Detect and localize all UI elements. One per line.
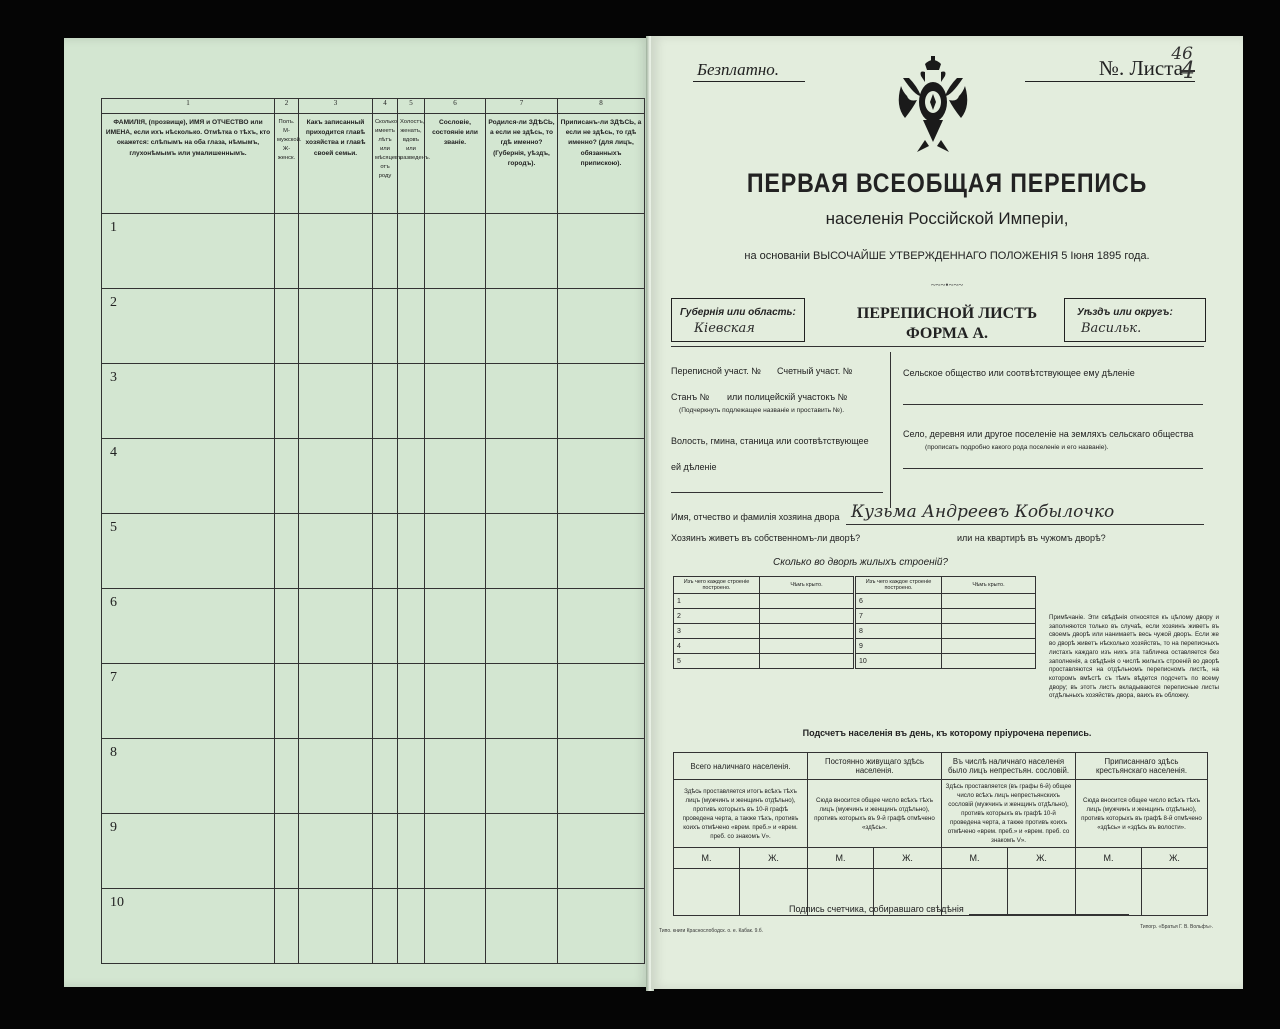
- volost-label: Волость, гмина, станица или соотвѣтствующее: [671, 436, 869, 446]
- row-number: 4: [102, 439, 275, 514]
- footer-printer-left: Типо. книги Краснослободск. о. е. Кабак. 9.б.: [659, 928, 764, 934]
- underline: [1025, 81, 1195, 82]
- structure-number: 2: [674, 609, 760, 624]
- field-line: [671, 492, 883, 493]
- header-estate: Сословіе, состояніе или званіе.: [425, 114, 486, 214]
- underline: [693, 81, 805, 82]
- table-row: [102, 664, 645, 739]
- counting-district-label: Счетный участ. №: [777, 366, 853, 376]
- row-number: 1: [102, 214, 275, 289]
- field-line: [903, 468, 1203, 469]
- row-number: 5: [102, 514, 275, 589]
- structure-number: 5: [674, 654, 760, 669]
- col-number: 3: [299, 99, 373, 114]
- guberniya-label: Губернія или область:: [680, 307, 796, 318]
- total-population-desc: Здѣсь проставляется итогъ всѣхъ тѣхъ лицъ (мужчинъ и женщинъ отдѣльно), противъ которыхъ въ 10-й графѣ проведена черта, а также тѣхъ, противъ коихъ отмѣчено «врем. преб.» и «врем. преб. со знакомъ V».: [674, 780, 808, 848]
- form-line-1: ПЕРЕПИСНОЙ ЛИСТЪ: [856, 305, 1038, 322]
- material-header: Изъ чего каждое строеніе построено.: [674, 577, 760, 594]
- registered-peasant-desc: Сюда вносится общее число всѣхъ тѣхъ лицъ (мужчинъ и женщинъ отдѣльно), противъ которыхъ въ графѣ 8-й отмѣчено «здѣсь» и «здѣсь въ волости».: [1076, 780, 1208, 848]
- ornament-divider: ~~~•~~~: [930, 280, 964, 290]
- header-name: ФАМИЛІЯ, (прозвище), ИМЯ и ОТЧЕСТВО или ИМЕНА, если ихъ нѣсколько. Отмѣтка о тѣхъ, кто окажется: слѣпымъ на оба глаза, нѣмымъ, глухонѣмымъ или умалишеннымъ.: [102, 114, 275, 214]
- row-number: 6: [102, 589, 275, 664]
- header-birthplace: Родился-ли ЗДѢСЬ, а если не здѣсь, то гдѣ именно? (Губернія, уѣздъ, городъ).: [486, 114, 558, 214]
- rural-society-label: Сельское общество или соотвѣтствующее ему дѣленіе: [903, 368, 1135, 378]
- table-row: [102, 889, 645, 964]
- column-header-row: [102, 114, 645, 214]
- owner-value: Кузьма Андреевъ Кобылочко: [851, 502, 1115, 522]
- col-number: 4: [373, 99, 398, 114]
- header-age: Сколько имеетъ лѣтъ или мѣсяцевъ отъ роду: [373, 114, 398, 214]
- row-number: 8: [102, 739, 275, 814]
- village-label: Село, деревня или другое поселеніе на земляхъ сельскаго общества: [903, 429, 1194, 439]
- non-peasant-header: Въ числѣ наличнаго населенія было лицъ непрестьян. сословій.: [942, 753, 1076, 780]
- uezd-box: [1064, 298, 1206, 342]
- uezd-value: Васильк.: [1081, 321, 1142, 336]
- row-number: 3: [102, 364, 275, 439]
- legal-basis: на основаніи ВЫСОЧАЙШЕ УТВЕРЖДЕННАГО ПОЛОЖЕНІЯ 5 Іюня 1895 года.: [744, 250, 1150, 262]
- row-number: 10: [102, 889, 275, 964]
- form-line-2: ФОРМА А.: [905, 325, 989, 342]
- row-number: 7: [102, 664, 275, 739]
- structure-number: 3: [674, 624, 760, 639]
- structures-table-left: [673, 576, 854, 669]
- underline-instruction: (Подчеркнуть подлежащее названіе и проставить №).: [679, 407, 845, 414]
- col-number: 2: [275, 99, 299, 114]
- guberniya-value: Кіевская: [694, 321, 755, 336]
- col-number: 1: [102, 99, 275, 114]
- roof-header: Чѣмъ крыто.: [760, 577, 854, 594]
- male-label: М.: [808, 848, 874, 869]
- permanent-population-header: Постоянно живущаго здѣсь населенія.: [808, 753, 942, 780]
- rented-question: или на квартирѣ въ чужомъ дворѣ?: [957, 533, 1106, 543]
- registered-peasant-header: Приписаннаго здѣсь крестьянскаго населенія.: [1076, 753, 1208, 780]
- field-line: [846, 524, 1204, 525]
- header-relation: Какъ записанный приходится главѣ хозяйства и главѣ своей семьи.: [299, 114, 373, 214]
- table-row: [102, 364, 645, 439]
- structure-number: 4: [674, 639, 760, 654]
- col-number: 7: [486, 99, 558, 114]
- household-members-table: [101, 98, 645, 964]
- struck-sheet-number: 4: [1180, 58, 1195, 84]
- handwritten-sheet-number: 46: [1171, 44, 1193, 64]
- female-label: Ж.: [874, 848, 942, 869]
- police-district-label: или полицейскій участокъ №: [727, 392, 848, 402]
- owner-label: Имя, отчество и фамилія хозяина двора: [671, 512, 840, 522]
- column-number-row: [102, 99, 645, 114]
- female-label: Ж.: [1142, 848, 1208, 869]
- sheet-number-label: №. Листа: [1098, 56, 1183, 80]
- header-marital: Холостъ, женатъ, вдовъ или разведенъ.: [398, 114, 425, 214]
- census-district-label: Переписной участ. №: [671, 366, 761, 376]
- male-label: М.: [942, 848, 1008, 869]
- structures-question: Сколько во дворѣ жилыхъ строеній?: [773, 557, 948, 568]
- table-row: [102, 814, 645, 889]
- structures-table-right: [855, 576, 1036, 669]
- header-registration: Приписанъ-ли ЗДѢСЬ, а если не здѣсь, то гдѣ именно? (для лицъ, обязанныхъ припискою).: [558, 114, 645, 214]
- male-label: М.: [1076, 848, 1142, 869]
- table-row: [102, 514, 645, 589]
- table-row: [102, 289, 645, 364]
- signature-line: [969, 914, 1129, 915]
- signature-label: Подпись счетчика, собиравшаго свѣдѣнія: [789, 904, 964, 914]
- uezd-label: Уѣздъ или округъ:: [1077, 307, 1173, 318]
- document-title: ПЕРВАЯ ВСЕОБЩАЯ ПЕРЕПИСЬ: [746, 168, 1148, 198]
- female-label: Ж.: [740, 848, 808, 869]
- material-header: Изъ чего каждое строеніе построено.: [856, 577, 942, 594]
- field-line: [903, 404, 1203, 405]
- header-sex: Полъ. М-мужской. Ж-женск.: [275, 114, 299, 214]
- structures-note: Примѣчаніе. Эти свѣдѣнія относятся къ цѣлому двору и заполняются только въ случаѣ, если хозяинъ живетъ въ своемъ дворѣ или нанимаетъ весь чужой дворъ. Если же во дворѣ живетъ нѣсколько хозяйствъ, то на переписныхъ листахъ каждаго изъ нихъ эта табличка оставляется без заполненія, а свѣдѣнія о числѣ жилыхъ строеній во дворѣ проставляются на отдѣльномъ переписномъ листѣ, на которомъ вмѣстѣ съ тѣмъ вѣдется подсчетъ по всему двору; въ этотъ листъ вкладываются переписные листы отдѣльныхъ хозяйствъ двора, ваихъ въ обложку.: [1049, 614, 1219, 700]
- col-number: 8: [558, 99, 645, 114]
- structure-number: 10: [856, 654, 942, 669]
- population-count-title: Подсчетъ населенія въ день, къ которому пріурочена перепись.: [802, 728, 1092, 738]
- table-row: [102, 739, 645, 814]
- document-subtitle: населенія Россійской Имперіи,: [825, 209, 1069, 228]
- structure-number: 1: [674, 594, 760, 609]
- row-number: 2: [102, 289, 275, 364]
- imperial-eagle-emblem: [895, 56, 971, 154]
- column-divider: [890, 352, 891, 508]
- structure-number: 9: [856, 639, 942, 654]
- population-count-table: [673, 752, 1208, 916]
- village-instruction: (прописать подробно какого рода поселеніе и его названіе).: [925, 444, 1109, 451]
- permanent-population-desc: Сюда вносится общее число всѣхъ тѣхъ лицъ (мужчинъ и женщинъ отдѣльно), противъ которыхъ въ 9-й графѣ отмѣчено «здѣсь».: [808, 780, 942, 848]
- table-row: [102, 589, 645, 664]
- right-page: [651, 36, 1243, 989]
- col-number: 5: [398, 99, 425, 114]
- table-row: [102, 214, 645, 289]
- left-page: [64, 38, 649, 987]
- structure-number: 8: [856, 624, 942, 639]
- row-number: 9: [102, 814, 275, 889]
- table-row: [102, 439, 645, 514]
- structure-number: 6: [856, 594, 942, 609]
- structure-number: 7: [856, 609, 942, 624]
- footer-printer-right: Типогр. «Братья Г. В. Вольфъ».: [1140, 924, 1213, 930]
- volost-label-cont: ей дѣленіе: [671, 462, 717, 472]
- roof-header: Чѣмъ крыто.: [942, 577, 1036, 594]
- female-label: Ж.: [1008, 848, 1076, 869]
- col-number: 6: [425, 99, 486, 114]
- male-label: М.: [674, 848, 740, 869]
- section-rule: [671, 346, 1204, 347]
- stan-label: Станъ №: [671, 392, 710, 402]
- total-population-header: Всего наличнаго населенія.: [674, 753, 808, 780]
- non-peasant-desc: Здѣсь проставляется (въ графы 6-й) общее число всѣхъ лицъ непрестьянскихъ сословій (мужчинъ и женщинъ отдѣльно), противъ которыхъ въ графѣ 10-й проведена черта, а также противъ коихъ отмѣчено «врем. преб.» и «врем. преб. со знакомъ V».: [942, 780, 1076, 848]
- own-yard-question: Хозяинъ живетъ въ собственномъ-ли дворѣ?: [671, 533, 861, 543]
- free-label: Безплатно.: [697, 60, 780, 79]
